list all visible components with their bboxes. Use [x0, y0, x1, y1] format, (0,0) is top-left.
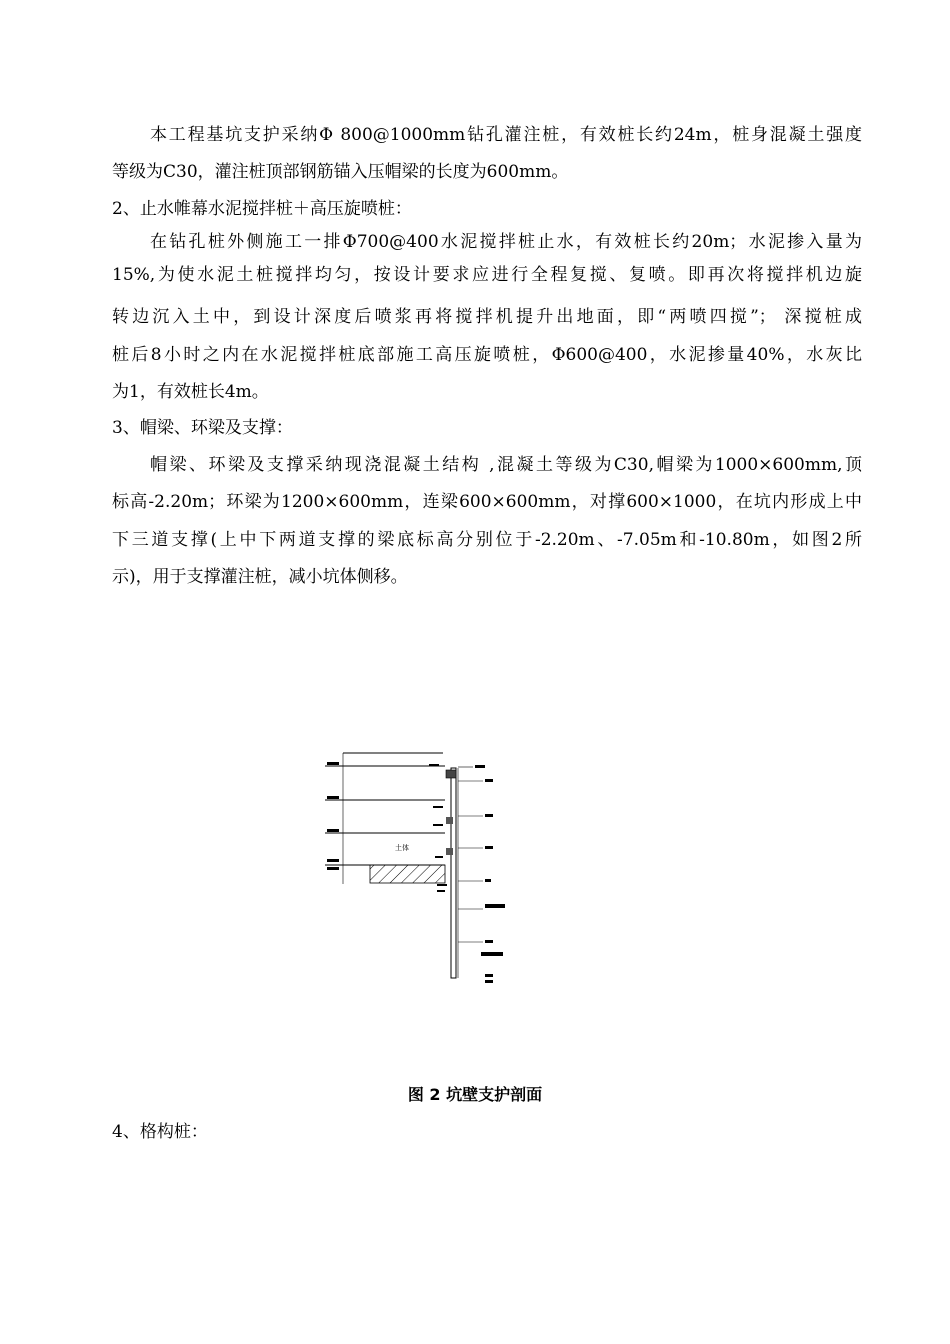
paragraph-line: 等级为C30，灌注桩顶部钢筋锚入压帽梁的长度为600mm。 [112, 162, 569, 182]
section-heading: 4、格构桩： [112, 1122, 208, 1142]
paragraph-line: 在钻孔桩外侧施工一排Φ700@400水泥搅拌桩止水，有效桩长约20m；水泥掺入量为 [150, 232, 862, 252]
paragraph-line: 为1，有效桩长4m。 [112, 382, 269, 402]
fill-label: 土体 [395, 844, 409, 852]
paragraph-line: 示)，用于支撑灌注桩，减小坑体侧移。 [112, 567, 408, 587]
paragraph-line: 本工程基坑支护采纳Φ 800@1000mm钻孔灌注桩，有效桩长约24m，桩身混凝土强度 [150, 125, 862, 145]
paragraph-line: 15%,为使水泥土桩搅拌均匀，按设计要求应进行全程复搅、复喷。即再次将搅拌机边旋 [112, 265, 862, 285]
figure-caption: 图 2 坑壁支护剖面 [407, 1085, 543, 1104]
support-section-figure [325, 744, 525, 984]
section-heading: 3、帽梁、环梁及支撑： [112, 418, 293, 438]
paragraph-line: 标高-2.20m；环梁为1200×600mm，连梁600×600mm，对撑600×1000，在坑内形成上中 [112, 492, 862, 512]
paragraph-line: 转边沉入土中，到设计深度后喷浆再将搅拌机提升出地面，即“两喷四搅”； 深搅桩成 [112, 307, 862, 327]
paragraph-line: 下三道支撑(上中下两道支撑的梁底标高分别位于-2.20m、-7.05m和-10.80m，如图2所 [112, 530, 862, 550]
section-heading: 2、止水帷幕水泥搅拌桩＋高压旋喷桩： [112, 199, 412, 219]
paragraph-line: 帽梁、环梁及支撑采纳现浇混凝土结构 ,混凝土等级为C30,帽梁为1000×600mm,顶 [150, 455, 862, 475]
paragraph-line: 桩后8小时之内在水泥搅拌桩底部施工高压旋喷桩，Φ600@400，水泥掺量40%，水灰比 [112, 345, 862, 365]
